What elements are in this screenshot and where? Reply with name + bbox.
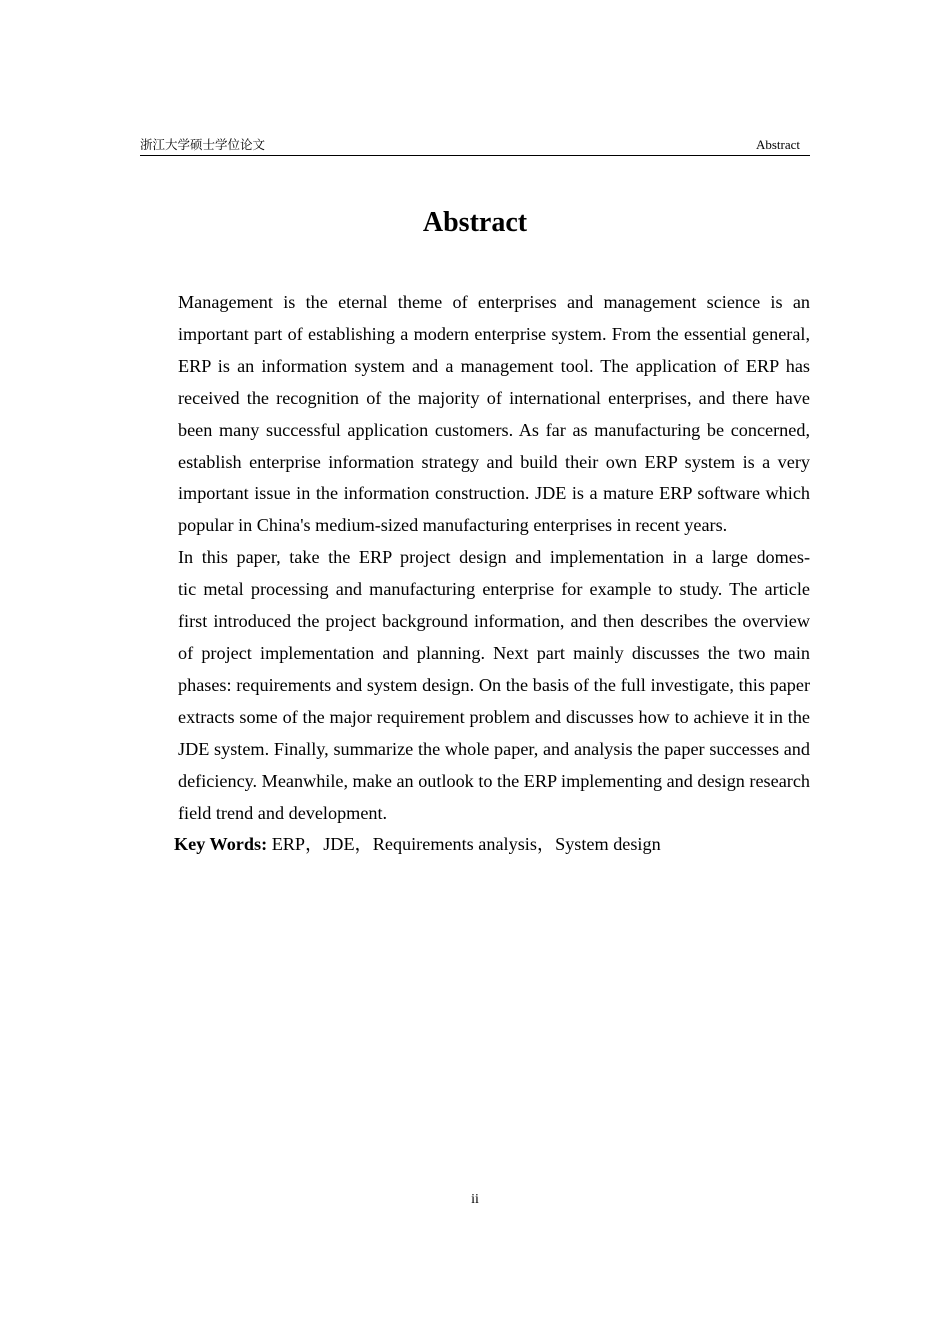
text-line: deficiency. Meanwhile, make an outlook to the ERP implementing and design research [178,770,810,791]
text-line: first introduced the project background information, and then describes the overview [178,611,810,632]
text-line: Management is the eternal theme of enterprises and management science is an [178,292,810,312]
text-line: of project implementation and planning. Next part mainly discusses the two main [178,642,810,663]
text-line: ERP is an information system and a management tool. The application of ERP has [178,355,810,376]
keywords-line [140,829,810,861]
abstract-paragraph-2 [140,542,810,829]
keywords-label: Key Words: [174,834,268,855]
text-line: tic metal processing and manufacturing enterprise for example to study. The article [178,579,810,600]
abstract-paragraph-1 [140,287,810,542]
text-line: extracts some of the major requirement problem and discusses how to achieve it in the [178,706,810,727]
page-title: Abstract [422,207,528,238]
text-line: popular in China's medium-sized manufacturing enterprises in recent years. [178,515,728,536]
text-line: JDE system. Finally, summarize the whole paper, and analysis the paper successes and [178,738,810,759]
keywords-value: ERP，JDE，Requirements analysis，System design [271,834,661,855]
text-line: important issue in the information construction. JDE is a mature ERP software which [178,483,810,504]
header-thesis-title: 浙江大学硕士学位论文 [140,137,266,152]
text-line: field trend and development. [178,802,388,823]
header-section-name: Abstract [755,137,800,152]
text-line: establish enterprise information strategy and build their own ERP system is a very [178,451,810,472]
abstract-body [140,287,810,861]
running-header [140,135,810,156]
text-line: phases: requirements and system design. On the basis of the full investigate, this paper [178,674,810,695]
page-number: ii [471,1192,479,1207]
text-line: In this paper, take the ERP project design and implementation in a large domes- [178,547,810,568]
text-line: been many successful application customers. As far as manufacturing be concerned, [178,419,810,440]
text-line: received the recognition of the majority of international enterprises, and there have [178,387,810,408]
text-line: important part of establishing a modern enterprise system. From the essential general, [178,323,810,344]
